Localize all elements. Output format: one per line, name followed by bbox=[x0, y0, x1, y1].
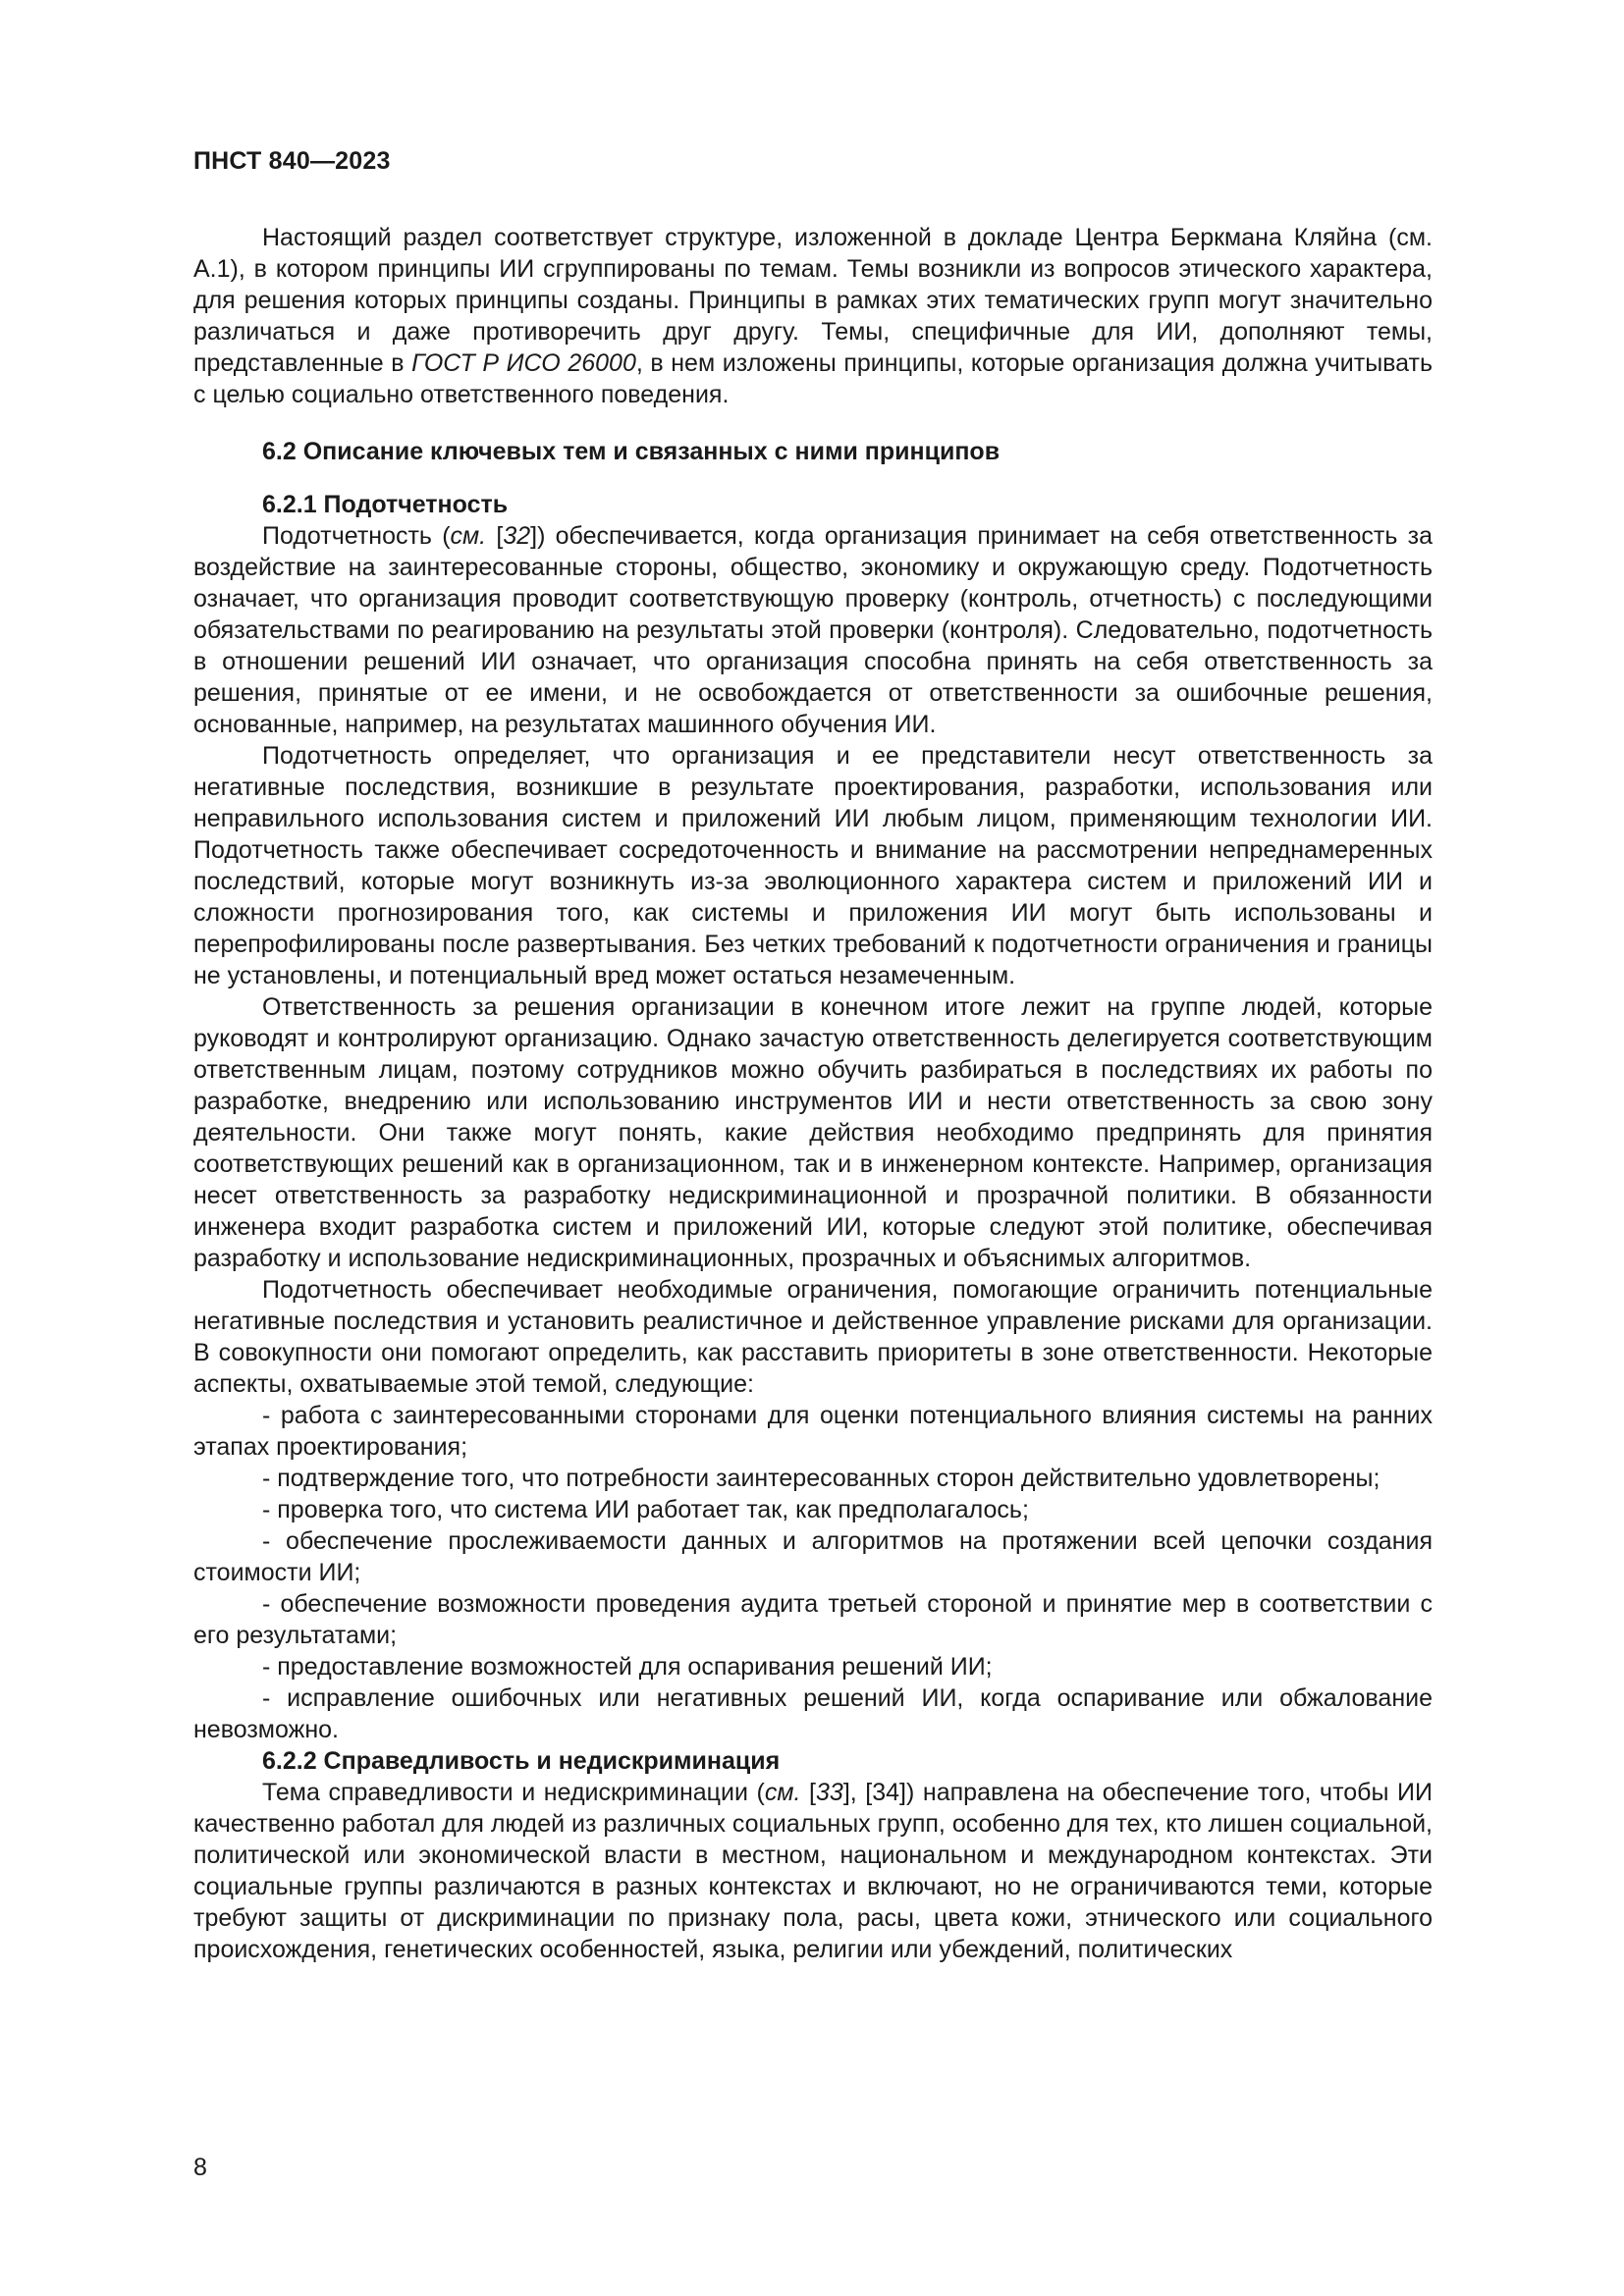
standard-reference: ГОСТ Р ИСО 26000 bbox=[411, 349, 636, 377]
accountability-paragraph-3: Ответственность за решения организации в конечном итоге лежит на группе людей, которые руководят и контролируют организацию. Однако зачастую ответственность делегируется соответствующим ответственным лицам, поэтому сотрудников можно обучить разбираться в последствиях их работы по разработке, внедрению или использованию инструментов ИИ и нести ответственность за свою зону деятельности. Они также могут понять, какие действия необходимо предпринять для принятия соответствующих решений как в организационном, так и в инженерном контексте. Например, организация несет ответственность за разработку недискриминационной и прозрачной политики. В обязанности инженера входит разработка систем и приложений ИИ, которые следуют этой политике, обеспечивая разработку и использование недискриминационных, прозрачных и объяснимых алгоритмов. bbox=[193, 993, 1433, 1272]
citation-ref: 32 bbox=[503, 522, 531, 550]
fairness-paragraph: Тема справедливости и недискриминации (см. [33], [34]) направлена на обеспечение того, чтобы ИИ качественно работал для людей из различных социальных групп, особенно для тех, кто лишен социальной, политической или экономической власти в местном, национальном и международном контекстах. Эти социальные группы различаются в разных контекстах и включают, но не ограничиваются теми, которые требуют защиты от дискриминации по признаку пола, расы, цвета кожи, этнического или социального происхождения, генетических особенностей, языка, религии или убеждений, политических bbox=[193, 1779, 1433, 1963]
page-number: 8 bbox=[193, 2154, 207, 2181]
list-item: - обеспечение прослеживаемости данных и алгоритмов на протяжении всей цепочки создания стоимости ИИ; bbox=[193, 1527, 1433, 1586]
list-item: - обеспечение возможности проведения аудита третьей стороной и принятие мер в соответствии с его результатами; bbox=[193, 1590, 1433, 1649]
accountability-paragraph-2: Подотчетность определяет, что организация и ее представители несут ответственность за негативные последствия, возникшие в результате проектирования, разработки, использования или неправильного использования систем и приложений ИИ любым лицом, применяющим технологии ИИ. Подотчетность также обеспечивает сосредоточенность и внимание на рассмотрении непреднамеренных последствий, которые могут возникнуть из-за эволюционного характера систем и приложений ИИ и сложности прогнозирования того, как системы и приложения ИИ могут быть использованы и перепрофилированы после развертывания. Без четких требований к подотчетности ограничения и границы не установлены, и потенциальный вред может остаться незамеченным. bbox=[193, 742, 1433, 989]
accountability-paragraph-1: Подотчетность (см. [32]) обеспечивается, когда организация принимает на себя ответственность за воздействие на заинтересованные стороны, общество, экономику и окружающую среду. Подотчетность означает, что организация проводит соответствующую проверку (контроль, отчетность) с последующими обязательствами по реагированию на результаты этой проверки (контроля). Следовательно, подотчетность в отношении решений ИИ означает, что организация способна принять на себя ответственность за решения, принятые от ее имени, и не освобождается от ответственности за ошибочные решения, основанные, например, на результатах машинного обучения ИИ. bbox=[193, 522, 1433, 738]
document-body bbox=[193, 222, 1433, 1965]
section-heading-6-2-2: 6.2.2 Справедливость и недискриминация bbox=[262, 1747, 781, 1775]
list-item: - работа с заинтересованными сторонами для оценки потенциального влияния системы на ранних этапах проектирования; bbox=[193, 1402, 1433, 1461]
citation-ref: 33 bbox=[816, 1779, 843, 1806]
section-heading-6-2-1: 6.2.1 Подотчетность bbox=[262, 491, 509, 518]
list-item: - исправление ошибочных или негативных решений ИИ, когда оспаривание или обжалование невозможно. bbox=[193, 1684, 1433, 1743]
intro-paragraph: Настоящий раздел соответствует структуре, изложенной в докладе Центра Беркмана Кляйна (см. А.1), в котором принципы ИИ сгруппированы по темам. Темы возникли из вопросов этического характера, для решения которых принципы созданы. Принципы в рамках этих тематических групп могут значительно различаться и даже противоречить друг другу. Темы, специфичные для ИИ, дополняют темы, представленные в ГОСТ Р ИСО 26000, в нем изложены принципы, которые организация должна учитывать с целью социально ответственного поведения. bbox=[193, 224, 1433, 408]
list-item: - подтверждение того, что потребности заинтересованных сторон действительно удовлетворены; bbox=[262, 1465, 1380, 1492]
section-heading-6-2: 6.2 Описание ключевых тем и связанных с ними принципов bbox=[262, 438, 1001, 465]
document-code-header: ПНСТ 840—2023 bbox=[193, 147, 391, 175]
accountability-paragraph-4: Подотчетность обеспечивает необходимые ограничения, помогающие ограничить потенциальные негативные последствия и установить реалистичное и действенное управление рисками для организации. В совокупности они помогают определить, как расставить приоритеты в зоне ответственности. Некоторые аспекты, охватываемые этой темой, следующие: bbox=[193, 1276, 1433, 1398]
list-item: - проверка того, что система ИИ работает так, как предполагалось; bbox=[262, 1496, 1029, 1523]
list-item: - предоставление возможностей для оспаривания решений ИИ; bbox=[262, 1653, 993, 1681]
